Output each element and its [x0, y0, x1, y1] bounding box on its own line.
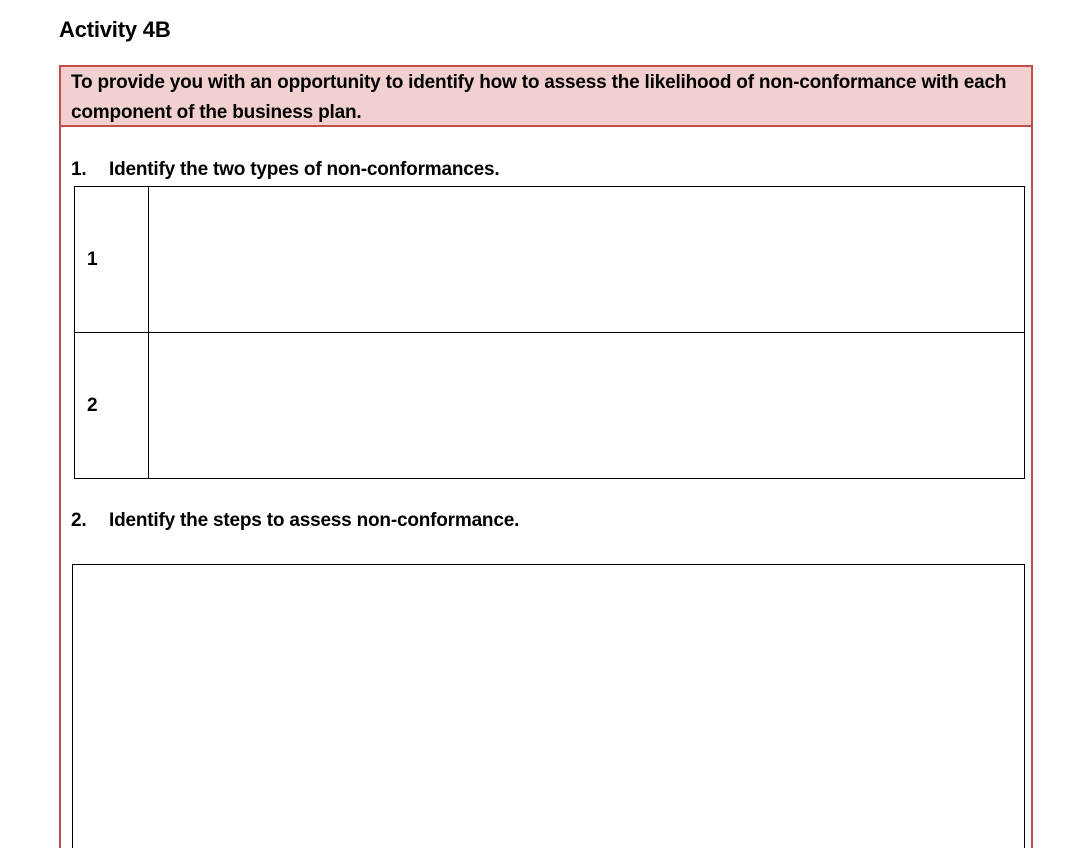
- question-2-text: Identify the steps to assess non-conformance.: [109, 510, 520, 531]
- table-row: [75, 333, 1025, 479]
- answer-cell-2[interactable]: [149, 333, 1025, 479]
- question-1-number: 1.: [71, 159, 87, 180]
- question-2: [71, 510, 519, 532]
- question-1: [71, 159, 499, 181]
- steps-answer-box[interactable]: [72, 564, 1025, 848]
- row-number-1: 1: [75, 187, 149, 333]
- activity-frame: [59, 65, 1033, 848]
- answer-cell-1[interactable]: [149, 187, 1025, 333]
- table-row: [75, 187, 1025, 333]
- activity-title: Activity 4B: [59, 17, 171, 42]
- question-2-number: 2.: [71, 510, 87, 531]
- non-conformance-types-table: [74, 186, 1025, 479]
- objective-box: To provide you with an opportunity to identify how to assess the likelihood of non-conformance with each component of the business plan.: [61, 67, 1031, 127]
- question-1-text: Identify the two types of non-conformances.: [109, 159, 500, 180]
- row-number-2: 2: [75, 333, 149, 479]
